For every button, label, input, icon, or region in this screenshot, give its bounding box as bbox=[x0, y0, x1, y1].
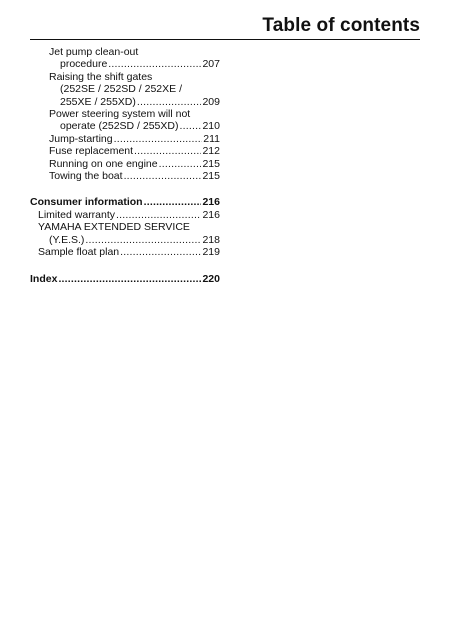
toc-page-number: 218 bbox=[202, 233, 220, 246]
dot-leader bbox=[144, 196, 202, 208]
toc-entry-running-on-one-engine[interactable] bbox=[30, 158, 220, 170]
page-title: Table of contents bbox=[262, 15, 420, 36]
toc-entry-yamaha-extended-service[interactable] bbox=[30, 221, 220, 246]
toc-entry-text: Jet pump clean-out bbox=[49, 46, 139, 58]
toc-entry-jet-pump-clean-out[interactable] bbox=[30, 46, 220, 71]
dot-leader bbox=[108, 58, 201, 70]
toc-entry-text: (Y.E.S.) bbox=[49, 233, 85, 246]
toc-section-consumer-information[interactable] bbox=[30, 196, 220, 208]
toc-entry-text: (252SE / 252SD / 252XE / bbox=[60, 83, 182, 96]
dot-leader bbox=[114, 133, 203, 145]
toc-entry-text: operate (252SD / 255XD) bbox=[60, 120, 179, 133]
toc-entry-power-steering[interactable] bbox=[30, 108, 220, 133]
dot-leader bbox=[159, 158, 202, 170]
page-header bbox=[0, 0, 450, 40]
toc-entry-text: YAMAHA EXTENDED SERVICE bbox=[38, 221, 190, 234]
toc-page-number: 215 bbox=[202, 157, 220, 170]
toc-entry-text: Consumer information bbox=[30, 196, 143, 209]
toc-page-number: 210 bbox=[202, 120, 220, 133]
toc-entry-towing-the-boat[interactable] bbox=[30, 170, 220, 182]
toc-page-number: 207 bbox=[202, 58, 220, 71]
toc-entry-fuse-replacement[interactable] bbox=[30, 145, 220, 157]
toc-page-number: 215 bbox=[202, 170, 220, 183]
dot-leader bbox=[85, 234, 201, 246]
toc-entry-sample-float-plan[interactable] bbox=[30, 246, 220, 258]
toc-entry-text: Index bbox=[30, 272, 58, 285]
dot-leader bbox=[116, 209, 201, 221]
toc-entry-text: Running on one engine bbox=[49, 157, 158, 170]
toc-page-number: 216 bbox=[202, 208, 220, 221]
toc-section-index[interactable] bbox=[30, 273, 220, 285]
toc-entry-text: Towing the boat bbox=[49, 170, 123, 183]
toc-page-number: 209 bbox=[202, 95, 220, 108]
toc-entry-jump-starting[interactable] bbox=[30, 133, 220, 145]
toc-page-number: 216 bbox=[202, 196, 220, 209]
toc-entry-raising-shift-gates[interactable] bbox=[30, 71, 220, 108]
toc-page-number: 220 bbox=[202, 272, 220, 285]
toc-entry-limited-warranty[interactable] bbox=[30, 209, 220, 221]
toc-entry-text: Limited warranty bbox=[38, 208, 116, 221]
dot-leader bbox=[120, 246, 201, 258]
dot-leader bbox=[134, 145, 201, 157]
toc-entry-text: Power steering system will not bbox=[49, 108, 191, 121]
toc-page-number: 219 bbox=[202, 246, 220, 259]
toc-entry-text: procedure bbox=[60, 58, 108, 71]
toc-page-number: 212 bbox=[202, 145, 220, 158]
dot-leader bbox=[179, 120, 201, 132]
header-rule bbox=[30, 39, 420, 40]
toc-entry-text: Raising the shift gates bbox=[49, 70, 153, 83]
table-of-contents bbox=[30, 46, 220, 285]
toc-page-number: 211 bbox=[203, 132, 220, 145]
toc-entry-text: Fuse replacement bbox=[49, 145, 134, 158]
dot-leader bbox=[58, 273, 201, 285]
dot-leader bbox=[124, 170, 202, 182]
toc-entry-text: Sample float plan bbox=[38, 246, 120, 259]
dot-leader bbox=[137, 96, 202, 108]
toc-entry-text: 255XE / 255XD) bbox=[60, 95, 136, 108]
toc-entry-text: Jump-starting bbox=[49, 132, 113, 145]
